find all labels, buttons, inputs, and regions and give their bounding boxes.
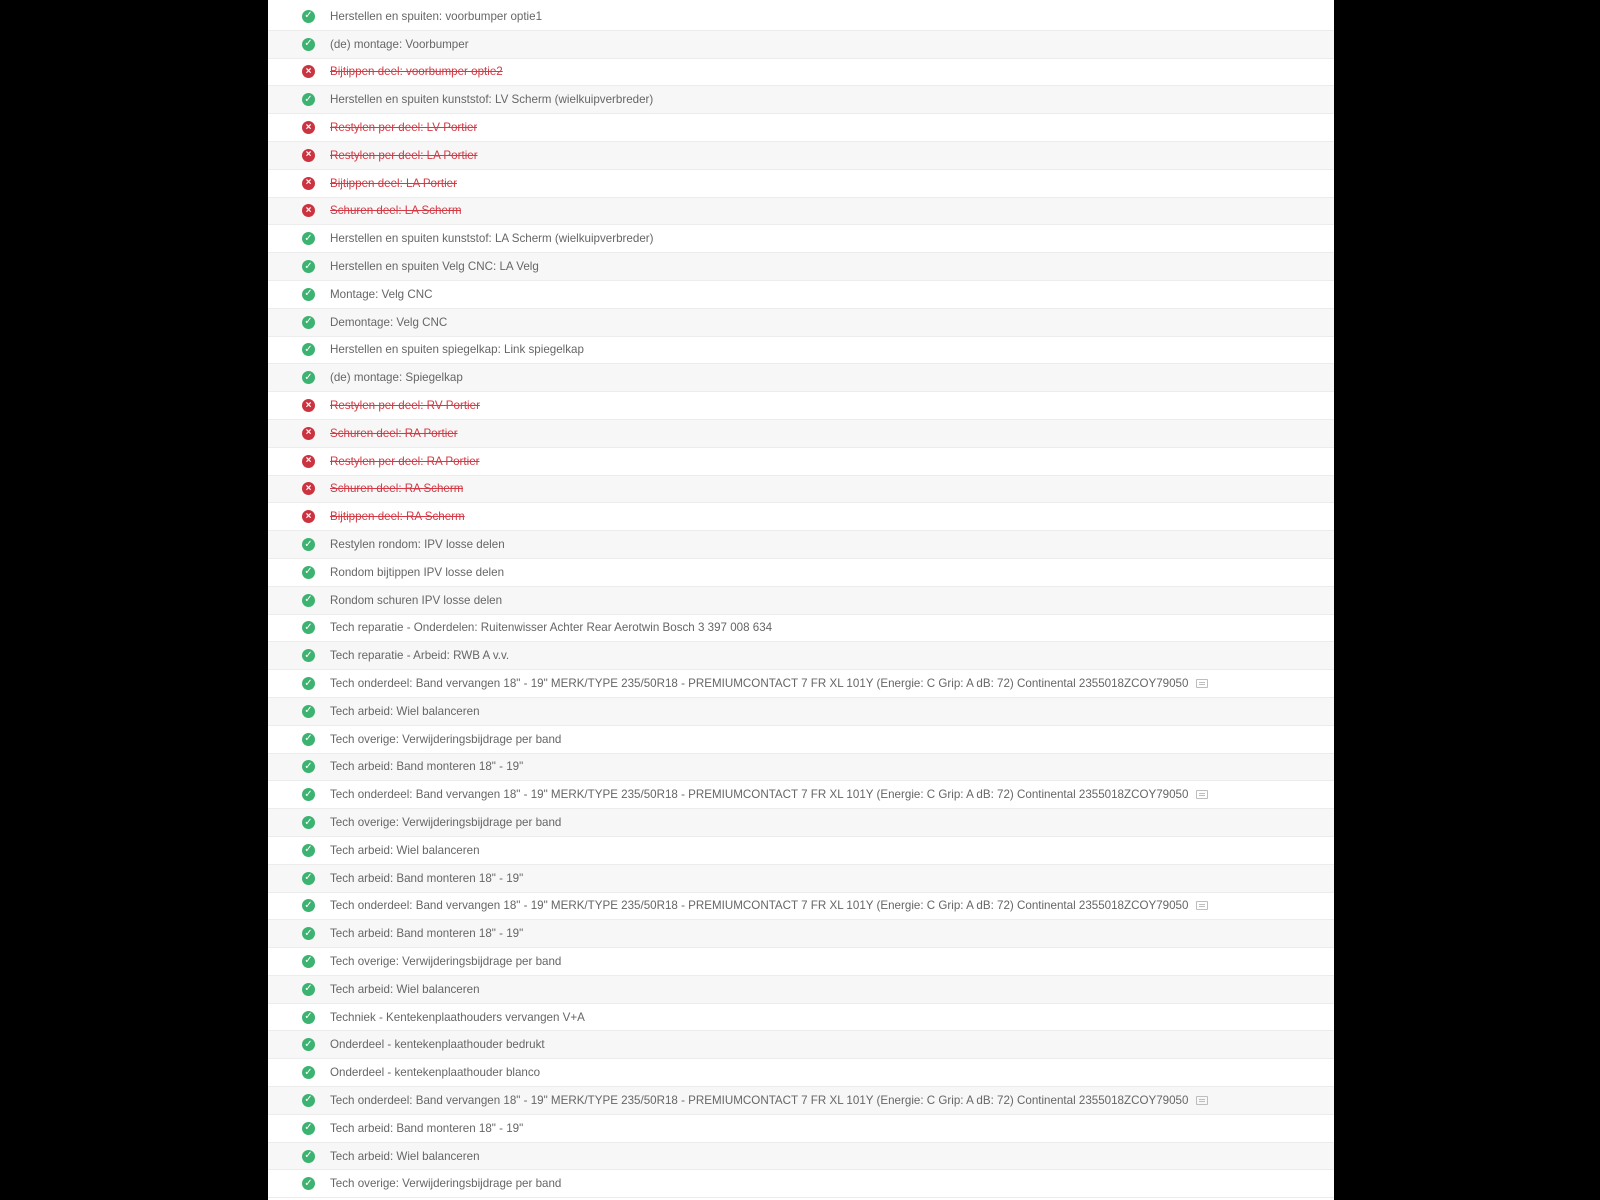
- check-circle-icon[interactable]: ✓: [302, 649, 315, 662]
- x-circle-icon[interactable]: ×: [302, 149, 315, 162]
- check-circle-icon[interactable]: ✓: [302, 733, 315, 746]
- task-label: Tech arbeid: Wiel balanceren: [330, 843, 480, 857]
- task-label: Onderdeel - kentekenplaathouder blanco: [330, 1066, 541, 1080]
- check-circle-icon[interactable]: ✓: [302, 93, 315, 106]
- check-circle-icon[interactable]: ✓: [302, 1066, 315, 1079]
- check-circle-icon[interactable]: ✓: [302, 705, 315, 718]
- task-label: Tech arbeid: Wiel balanceren: [330, 1149, 480, 1163]
- check-circle-icon[interactable]: ✓: [302, 1038, 315, 1051]
- check-circle-icon[interactable]: ✓: [302, 816, 315, 829]
- task-label: Restylen per deel: LA Portier: [330, 148, 478, 162]
- check-circle-icon[interactable]: ✓: [302, 899, 315, 912]
- task-label: Tech onderdeel: Band vervangen 18" - 19" MERK/TYPE 235/50R18 - PREMIUMCONTACT 7 FR XL 101Y (Energie: C Grip: A dB: 72) Continental 2355018ZCOY79050: [330, 899, 1189, 913]
- task-label: Tech overige: Verwijderingsbijdrage per band: [330, 732, 562, 746]
- task-row[interactable]: [268, 893, 1334, 921]
- task-row[interactable]: [268, 142, 1334, 170]
- task-row[interactable]: [268, 754, 1334, 782]
- task-row[interactable]: [268, 3, 1334, 31]
- x-circle-icon[interactable]: ×: [302, 427, 315, 440]
- task-label: Herstellen en spuiten spiegelkap: Link spiegelkap: [330, 343, 584, 357]
- task-row[interactable]: [268, 86, 1334, 114]
- check-circle-icon[interactable]: ✓: [302, 677, 315, 690]
- note-icon[interactable]: [1196, 901, 1208, 910]
- x-circle-icon[interactable]: ×: [302, 482, 315, 495]
- task-label: Tech arbeid: Band monteren 18" - 19": [330, 1121, 524, 1135]
- task-label: Restylen per deel: LV Portier: [330, 121, 478, 135]
- task-label: Tech onderdeel: Band vervangen 18" - 19" MERK/TYPE 235/50R18 - PREMIUMCONTACT 7 FR XL 101Y (Energie: C Grip: A dB: 72) Continental 2355018ZCOY79050: [330, 788, 1189, 802]
- check-circle-icon[interactable]: ✓: [302, 955, 315, 968]
- check-circle-icon[interactable]: ✓: [302, 844, 315, 857]
- task-label: Tech onderdeel: Band vervangen 18" - 19" MERK/TYPE 235/50R18 - PREMIUMCONTACT 7 FR XL 101Y (Energie: C Grip: A dB: 72) Continental 2355018ZCOY79050: [330, 677, 1189, 691]
- task-row[interactable]: [268, 559, 1334, 587]
- x-circle-icon[interactable]: ×: [302, 204, 315, 217]
- task-label: Restylen per deel: RV Portier: [330, 399, 480, 413]
- check-circle-icon[interactable]: ✓: [302, 538, 315, 551]
- task-label: Tech overige: Verwijderingsbijdrage per band: [330, 954, 562, 968]
- task-row[interactable]: [268, 531, 1334, 559]
- task-label: Rondom bijtippen IPV losse delen: [330, 565, 505, 579]
- task-label: Tech overige: Verwijderingsbijdrage per band: [330, 816, 562, 829]
- check-circle-icon[interactable]: ✓: [302, 983, 315, 996]
- check-circle-icon[interactable]: ✓: [302, 10, 315, 23]
- task-label: Montage: Velg CNC: [330, 287, 433, 301]
- check-circle-icon[interactable]: ✓: [302, 1094, 315, 1107]
- task-row[interactable]: [268, 615, 1334, 643]
- check-circle-icon[interactable]: ✓: [302, 232, 315, 245]
- task-row[interactable]: [268, 1004, 1334, 1032]
- task-row[interactable]: [268, 420, 1334, 448]
- task-label: Tech onderdeel: Band vervangen 18" - 19" MERK/TYPE 235/50R18 - PREMIUMCONTACT 7 FR XL 101Y (Energie: C Grip: A dB: 72) Continental 2355018ZCOY79050: [330, 1093, 1189, 1107]
- task-label: Herstellen en spuiten: voorbumper optie1: [330, 9, 543, 23]
- task-row[interactable]: [268, 698, 1334, 726]
- task-label: Schuren deel: LA Scherm: [330, 204, 462, 218]
- x-circle-icon[interactable]: ×: [302, 65, 315, 78]
- task-row[interactable]: [268, 726, 1334, 754]
- check-circle-icon[interactable]: ✓: [302, 260, 315, 273]
- task-label: Bijtippen deel: RA Scherm: [330, 510, 465, 524]
- check-circle-icon[interactable]: ✓: [302, 594, 315, 607]
- task-label: Tech reparatie - Arbeid: RWB A v.v.: [330, 649, 510, 663]
- task-label: Rondom schuren IPV losse delen: [330, 593, 503, 607]
- task-row[interactable]: [268, 198, 1334, 226]
- task-row[interactable]: [268, 476, 1334, 504]
- task-row[interactable]: [268, 976, 1334, 1004]
- task-label: Tech overige: Verwijderingsbijdrage per band: [330, 1177, 562, 1191]
- x-circle-icon[interactable]: ×: [302, 177, 315, 190]
- check-circle-icon[interactable]: ✓: [302, 316, 315, 329]
- task-row[interactable]: [268, 1115, 1334, 1143]
- check-circle-icon[interactable]: ✓: [302, 1011, 315, 1024]
- task-row[interactable]: [268, 114, 1334, 142]
- task-row[interactable]: [268, 1143, 1334, 1171]
- task-row[interactable]: [268, 392, 1334, 420]
- task-row[interactable]: [268, 170, 1334, 198]
- task-row[interactable]: [268, 865, 1334, 893]
- note-icon[interactable]: [1196, 790, 1208, 799]
- check-circle-icon[interactable]: ✓: [302, 1150, 315, 1163]
- task-row[interactable]: [268, 1087, 1334, 1115]
- task-label: (de) montage: Spiegelkap: [330, 371, 463, 385]
- task-row[interactable]: [268, 31, 1334, 59]
- check-circle-icon[interactable]: ✓: [302, 927, 315, 940]
- check-circle-icon[interactable]: ✓: [302, 288, 315, 301]
- check-circle-icon[interactable]: ✓: [302, 343, 315, 356]
- task-label: Demontage: Velg CNC: [330, 315, 448, 329]
- task-label: (de) montage: Voorbumper: [330, 37, 469, 51]
- task-label: Schuren deel: RA Portier: [330, 426, 458, 440]
- task-row[interactable]: [268, 448, 1334, 476]
- task-label: Onderdeel - kentekenplaathouder bedrukt: [330, 1038, 545, 1052]
- task-row[interactable]: [268, 948, 1334, 976]
- check-circle-icon[interactable]: ✓: [302, 621, 315, 634]
- task-label: Tech arbeid: Band monteren 18" - 19": [330, 760, 524, 774]
- task-row[interactable]: [268, 1031, 1334, 1059]
- task-label: Tech arbeid: Band monteren 18" - 19": [330, 871, 524, 885]
- task-row[interactable]: [268, 225, 1334, 253]
- check-circle-icon[interactable]: ✓: [302, 788, 315, 801]
- x-circle-icon[interactable]: ×: [302, 121, 315, 134]
- check-circle-icon[interactable]: ✓: [302, 1122, 315, 1135]
- task-label: Tech arbeid: Band monteren 18" - 19": [330, 927, 524, 941]
- x-circle-icon[interactable]: ×: [302, 399, 315, 412]
- task-label: Schuren deel: RA Scherm: [330, 482, 464, 496]
- check-circle-icon[interactable]: ✓: [302, 371, 315, 384]
- task-list: [268, 3, 1334, 1198]
- task-row[interactable]: [268, 670, 1334, 698]
- task-row[interactable]: [268, 587, 1334, 615]
- task-label: Restylen rondom: IPV losse delen: [330, 538, 505, 552]
- task-row[interactable]: [268, 364, 1334, 392]
- task-row[interactable]: [268, 337, 1334, 365]
- check-circle-icon[interactable]: ✓: [302, 1177, 315, 1190]
- check-circle-icon[interactable]: ✓: [302, 566, 315, 579]
- x-circle-icon[interactable]: ×: [302, 510, 315, 523]
- task-row[interactable]: [268, 837, 1334, 865]
- task-row[interactable]: [268, 1059, 1334, 1087]
- task-label: Tech arbeid: Wiel balanceren: [330, 704, 480, 718]
- task-label: Restylen per deel: RA Portier: [330, 454, 480, 468]
- task-list-panel: [268, 0, 1334, 1200]
- task-label: Techniek - Kentekenplaathouders vervangen V+A: [330, 1010, 585, 1024]
- task-row[interactable]: [268, 781, 1334, 809]
- task-row[interactable]: [268, 642, 1334, 670]
- task-row[interactable]: [268, 281, 1334, 309]
- check-circle-icon[interactable]: ✓: [302, 872, 315, 885]
- note-icon[interactable]: [1196, 679, 1208, 688]
- task-row[interactable]: [268, 920, 1334, 948]
- task-label: Tech arbeid: Wiel balanceren: [330, 982, 480, 996]
- task-row[interactable]: [268, 253, 1334, 281]
- task-row[interactable]: [268, 309, 1334, 337]
- task-label: Herstellen en spuiten Velg CNC: LA Velg: [330, 260, 539, 274]
- task-label: Herstellen en spuiten kunststof: LA Scherm (wielkuipverbreder): [330, 232, 654, 246]
- task-label: Herstellen en spuiten kunststof: LV Scherm (wielkuipverbreder): [330, 93, 654, 107]
- check-circle-icon[interactable]: ✓: [302, 38, 315, 51]
- check-circle-icon[interactable]: ✓: [302, 760, 315, 773]
- task-label: Tech reparatie - Onderdelen: Ruitenwisser Achter Rear Aerotwin Bosch 3 397 008 634: [330, 621, 773, 635]
- task-row[interactable]: [268, 59, 1334, 87]
- task-label: Bijtippen deel: voorbumper optie2: [330, 65, 503, 79]
- x-circle-icon[interactable]: ×: [302, 455, 315, 468]
- task-row[interactable]: [268, 1170, 1334, 1198]
- task-row[interactable]: [268, 503, 1334, 531]
- note-icon[interactable]: [1196, 1096, 1208, 1105]
- task-row[interactable]: [268, 809, 1334, 837]
- task-label: Bijtippen deel: LA Portier: [330, 176, 457, 190]
